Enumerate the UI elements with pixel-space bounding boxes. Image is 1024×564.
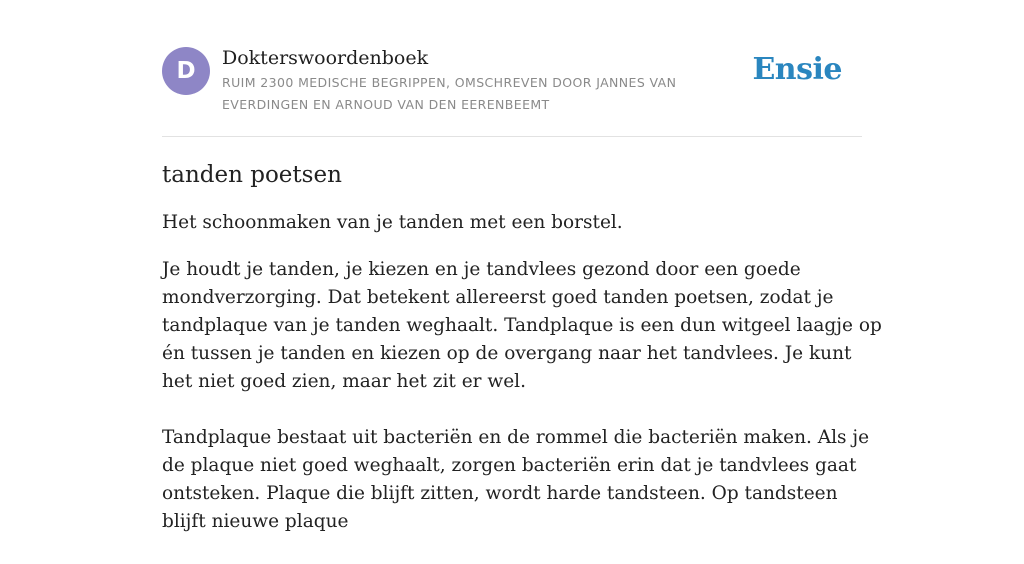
entry-paragraph: Tandplaque bestaat uit bacteriën en de rommel die bacteriën maken. Als je de plaque niet goed weghaalt, zorgen bacteriën erin dat je tandvlees gaat ontsteken. Plaque die blijft zitten, wordt harde tandsteen. Op tandsteen blijft nieuwe plaque: [162, 427, 870, 532]
source-avatar[interactable]: D: [162, 47, 210, 95]
source-header: [162, 46, 862, 137]
brand-logo[interactable]: Ensie: [752, 52, 842, 87]
source-name-link[interactable]: Dokterswoordenboek: [222, 47, 429, 69]
entry-content: [162, 158, 882, 564]
entry-term: tanden poetsen: [162, 162, 342, 188]
entry-definition: Het schoonmaken van je tanden met een borstel.: [162, 212, 623, 233]
source-description: RUIM 2300 MEDISCHE BEGRIPPEN, OMSCHREVEN DOOR JANNES VAN EVERDINGEN EN ARNOUD VAN DEN EERENBEEMT: [222, 75, 677, 112]
entry-paragraph: Je houdt je tanden, je kiezen en je tandvlees gezond door een goede mondverzorging. Dat betekent allereerst goed tanden poetsen, zodat je tandplaque van je tanden weghaalt. Tandplaque is een dun witgeel laagje op én tussen je tanden en kiezen op de overgang naar het tandvlees. Je kunt het niet goed zien, maar het zit er wel.: [162, 259, 882, 392]
